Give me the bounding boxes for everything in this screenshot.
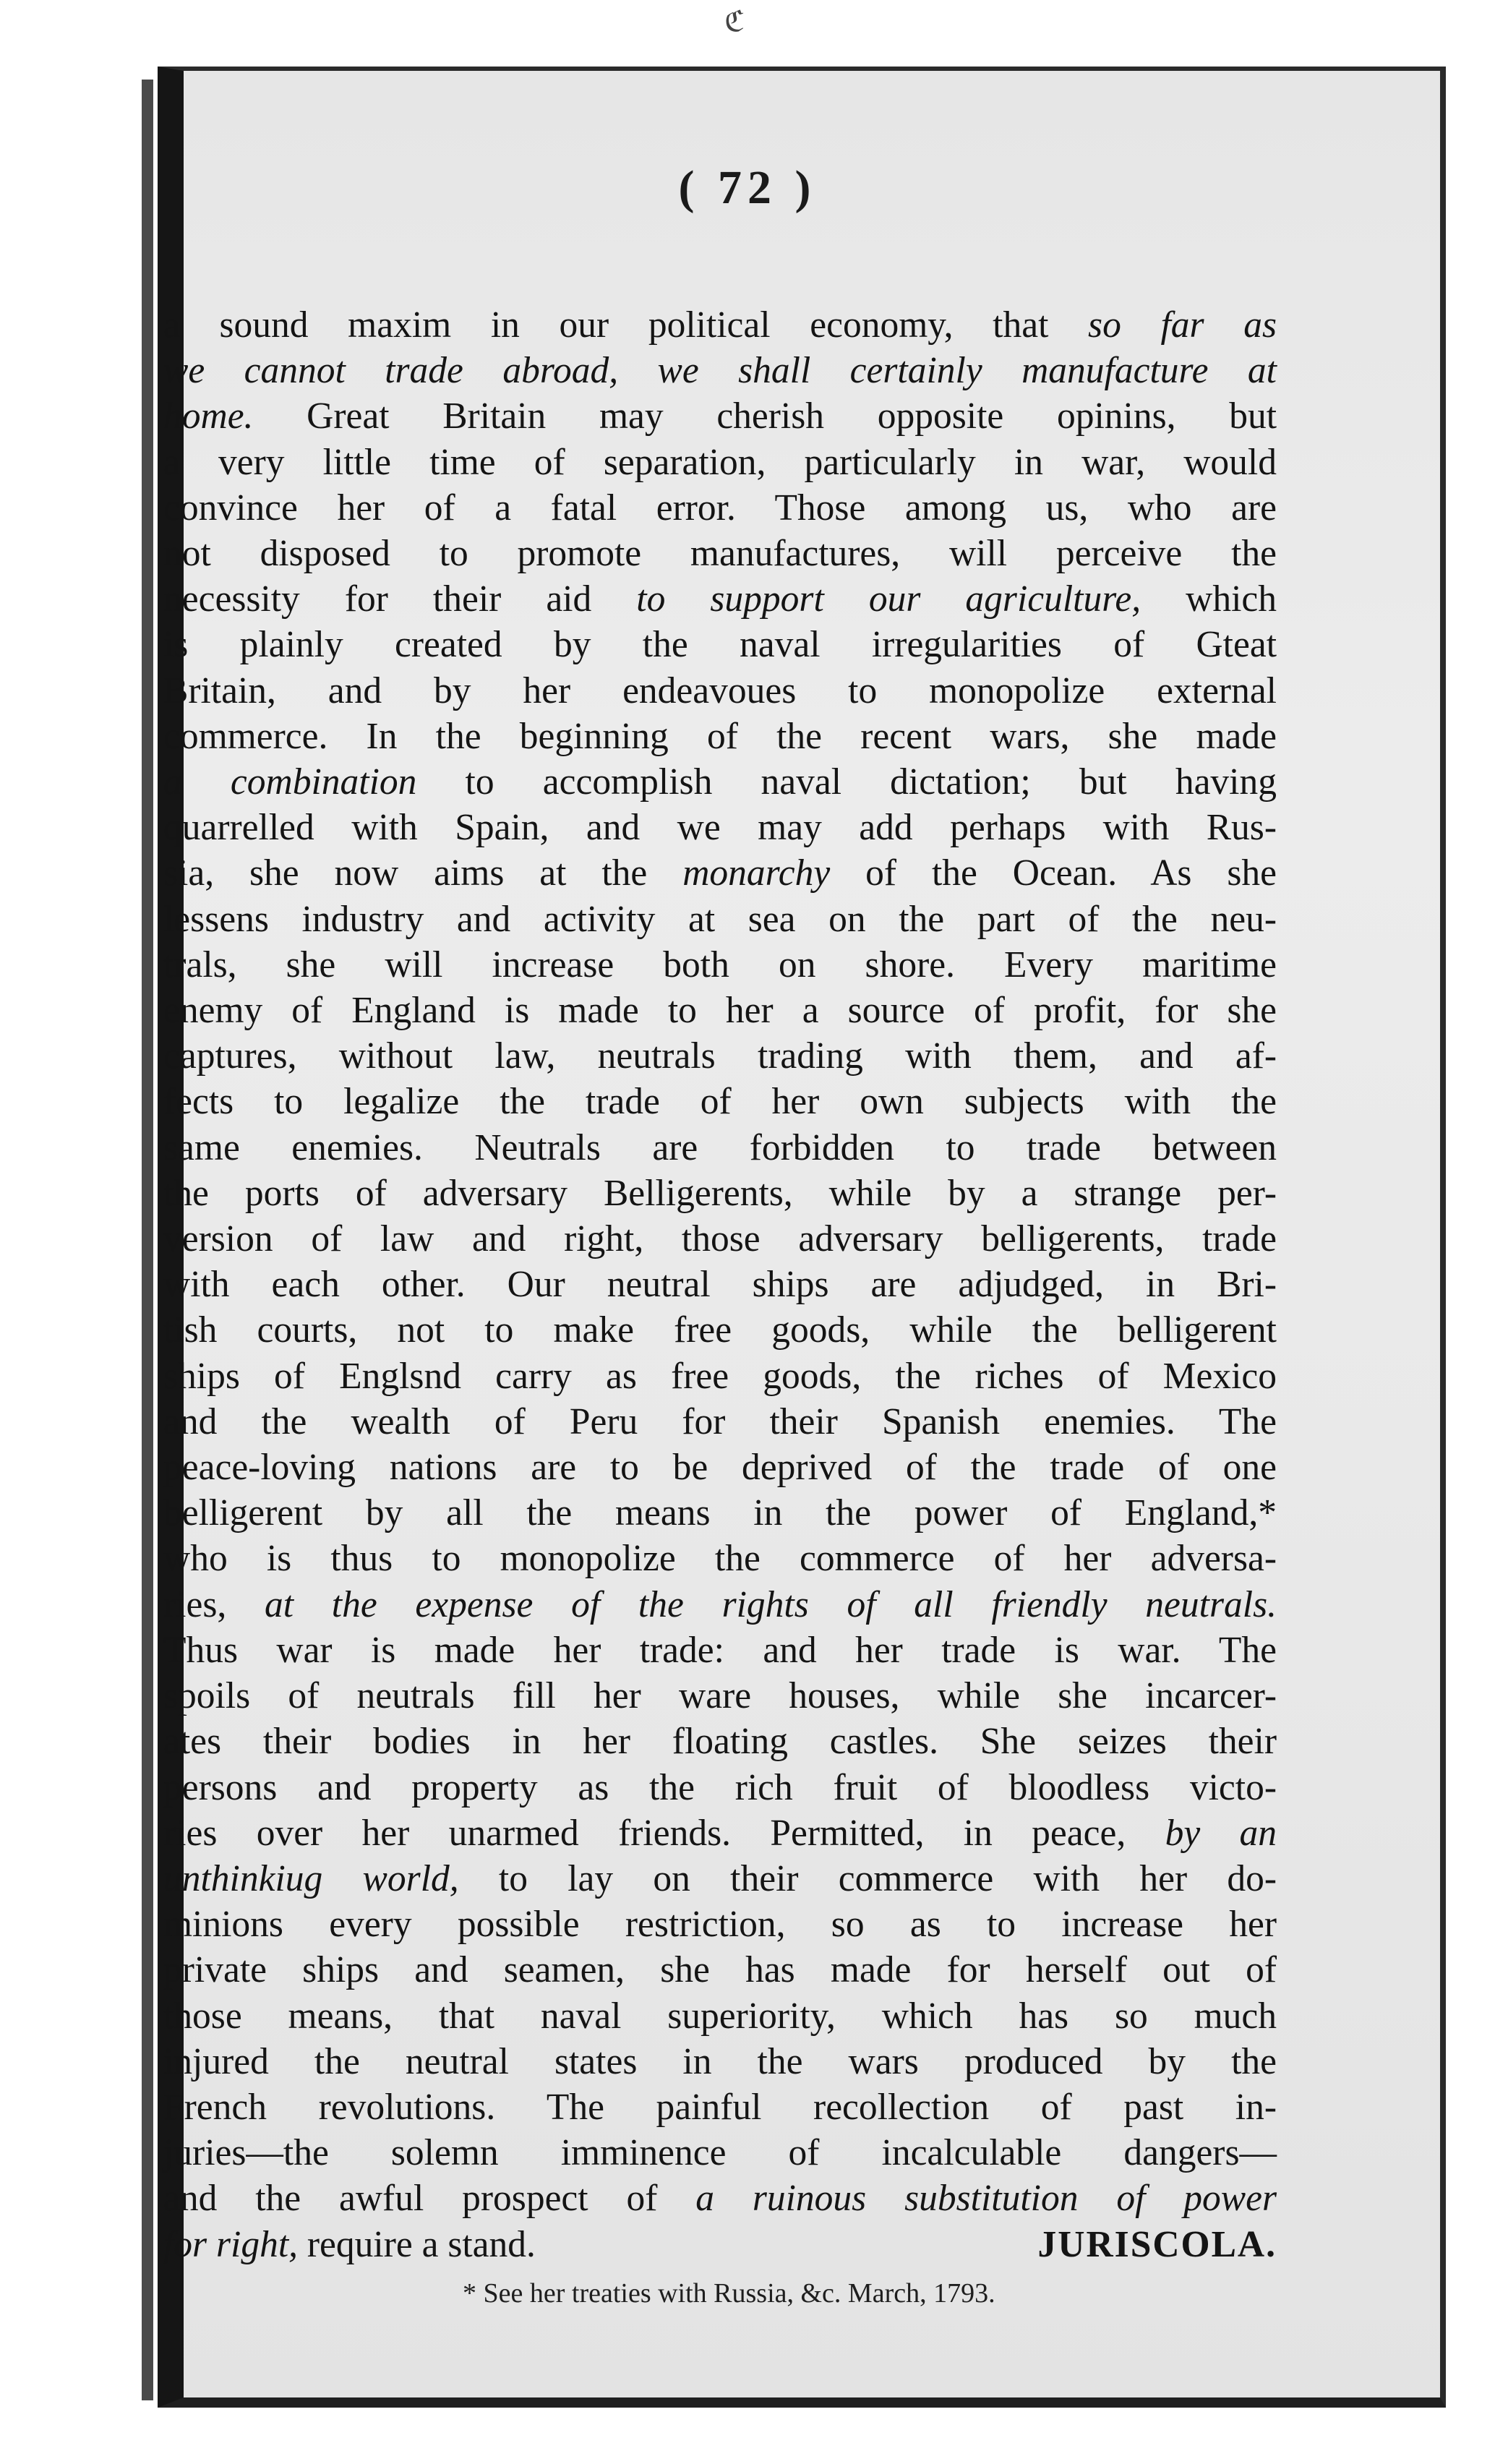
text-line bbox=[163, 1216, 1277, 1262]
text-line bbox=[163, 988, 1277, 1033]
text-span: peace-loving nations are to be deprived of the trade of one bbox=[163, 1447, 1277, 1489]
text-span: tish courts, not to make free goods, while the belligerent bbox=[163, 1309, 1277, 1351]
italic-span: monarchy bbox=[682, 852, 831, 894]
text-span: Britain, and by her endeavoues to monopolize external bbox=[163, 670, 1277, 711]
italic-span: for right, bbox=[163, 2223, 299, 2265]
page-number: ( 72 ) bbox=[678, 161, 817, 214]
text-span: require a stand. bbox=[298, 2223, 536, 2265]
text-span: to accomplish naval dictation; but having bbox=[416, 761, 1277, 803]
text-line bbox=[163, 576, 1277, 622]
text-span: ries over her unarmed friends. Permitted, in peace, bbox=[163, 1812, 1165, 1854]
text-line bbox=[163, 1902, 1277, 1947]
text-span: minions every possible restriction, so as to increase her bbox=[163, 1904, 1277, 1946]
text-span: belligerent by all the means in the power of England,* bbox=[163, 1492, 1277, 1534]
text-line bbox=[163, 1993, 1277, 2039]
text-span: French revolutions. The painful recollection of past in- bbox=[163, 2086, 1277, 2128]
text-line bbox=[163, 2176, 1277, 2221]
text-span: version of law and right, those adversary belligerents, trade bbox=[163, 1218, 1277, 1260]
text-span: is plainly created by the naval irregularities of Gteat bbox=[163, 624, 1277, 666]
text-line bbox=[163, 1810, 1277, 1856]
text-line bbox=[163, 440, 1277, 485]
italic-span: at the expense of the rights of all friendly neutrals. bbox=[264, 1583, 1277, 1625]
text-line bbox=[163, 1171, 1277, 1216]
text-line bbox=[163, 1307, 1277, 1353]
text-span: fects to legalize the trade of her own subjects with the bbox=[163, 1081, 1277, 1123]
text-span: a very little time of separation, particularly in war, would bbox=[163, 441, 1277, 483]
text-span: the ports of adversary Belligerents, while by a strange per- bbox=[163, 1172, 1277, 1214]
text-span: enemy of England is made to her a source of profit, for she bbox=[163, 990, 1277, 1032]
text-line bbox=[163, 714, 1277, 759]
text-line bbox=[163, 1033, 1277, 1079]
text-span: captures, without law, neutrals trading with them, and af- bbox=[163, 1035, 1277, 1077]
footnote: * See her treaties with Russia, &c. March, 1793. bbox=[463, 2278, 995, 2309]
text-span: Thus war is made her trade: and her trade is war. The bbox=[163, 1629, 1277, 1671]
text-span: commerce. In the beginning of the recent wars, she made bbox=[163, 715, 1277, 757]
text-span: lessens industry and activity at sea on the part of the neu- bbox=[163, 898, 1277, 940]
text-line bbox=[163, 622, 1277, 667]
text-span: ates their bodies in her floating castles. She seizes their bbox=[163, 1721, 1277, 1763]
text-span: and the awful prospect of bbox=[163, 2178, 696, 2220]
text-line bbox=[163, 302, 1277, 348]
text-line bbox=[163, 2039, 1277, 2084]
text-span: to lay on their commerce with her do- bbox=[458, 1857, 1277, 1899]
italic-span: by an bbox=[1165, 1812, 1277, 1854]
text-span: trals, she will increase both on shore. Every maritime bbox=[163, 944, 1277, 985]
text-line bbox=[163, 668, 1277, 714]
text-span: persons and property as the rich fruit of bloodless victo- bbox=[163, 1766, 1277, 1808]
text-span: spoils of neutrals fill her ware houses, while she incarcer- bbox=[163, 1675, 1277, 1717]
text-span: ships of Englsnd carry as free goods, the riches of Mexico bbox=[163, 1355, 1277, 1397]
text-line bbox=[163, 531, 1277, 576]
text-line bbox=[163, 805, 1277, 850]
italic-span: unthinkiug world, bbox=[163, 1857, 459, 1899]
text-line bbox=[163, 1445, 1277, 1490]
text-span: same enemies. Neutrals are forbidden to trade between bbox=[163, 1126, 1277, 1168]
text-line bbox=[163, 2130, 1277, 2176]
text-span: sia, she now aims at the bbox=[163, 852, 683, 894]
italic-span: to support our agriculture, bbox=[636, 578, 1141, 620]
text-span: injured the neutral states in the wars produced by the bbox=[163, 2040, 1277, 2082]
text-line bbox=[163, 1399, 1277, 1445]
text-line bbox=[163, 1765, 1277, 1810]
text-line bbox=[163, 348, 1277, 393]
text-span: Great Britain may cherish opposite opinins, but bbox=[253, 395, 1277, 437]
text-span: and the wealth of Peru for their Spanish enemies. The bbox=[163, 1400, 1277, 1442]
text-span: quarrelled with Spain, and we may add perhaps with Rus- bbox=[163, 807, 1277, 849]
text-span: juries—the solemn imminence of incalculable dangers— bbox=[163, 2132, 1277, 2174]
text-line bbox=[163, 1079, 1277, 1124]
text-line bbox=[163, 942, 1277, 988]
italic-span: home. bbox=[163, 395, 254, 437]
text-span: who is thus to monopolize the commerce of her adversa- bbox=[163, 1538, 1277, 1580]
text-line bbox=[163, 1673, 1277, 1719]
italic-span: a combination bbox=[163, 761, 417, 803]
text-line bbox=[163, 1582, 1277, 1627]
text-span: not disposed to promote manufactures, will perceive the bbox=[163, 533, 1277, 575]
text-span: of the Ocean. As she bbox=[830, 852, 1277, 894]
text-span: which bbox=[1141, 578, 1277, 620]
text-span: private ships and seamen, she has made for herself out of bbox=[163, 1949, 1277, 1991]
body-text bbox=[163, 302, 1277, 2267]
text-line bbox=[163, 393, 1277, 439]
text-line bbox=[163, 1262, 1277, 1307]
text-span: ries, bbox=[163, 1583, 265, 1625]
text-line bbox=[163, 759, 1277, 805]
italic-span: a ruinous substitution of power bbox=[695, 2178, 1277, 2220]
text-line bbox=[163, 1947, 1277, 1993]
text-line bbox=[163, 850, 1277, 896]
book-spine bbox=[142, 80, 153, 2400]
scan-mark: ℭ bbox=[724, 5, 745, 38]
text-span: necessity for their aid bbox=[163, 578, 637, 620]
text-line bbox=[163, 2084, 1277, 2130]
text-span: convince her of a fatal error. Those among us, who are bbox=[163, 487, 1277, 529]
text-line bbox=[163, 1856, 1277, 1902]
text-line bbox=[163, 1627, 1277, 1673]
italic-span: we cannot trade abroad, we shall certainly manufacture at bbox=[163, 350, 1277, 392]
signature: JURISCOLA. bbox=[1037, 2223, 1277, 2265]
text-line bbox=[163, 1125, 1277, 1171]
text-span: a sound maxim in our political economy, that bbox=[163, 304, 1089, 346]
text-line bbox=[163, 1353, 1277, 1399]
text-line bbox=[163, 1719, 1277, 1764]
text-line-last bbox=[163, 2222, 1277, 2267]
text-span: with each other. Our neutral ships are adjudged, in Bri- bbox=[163, 1264, 1277, 1306]
text-line bbox=[163, 485, 1277, 531]
italic-span: so far as bbox=[1088, 304, 1277, 346]
text-span: those means, that naval superiority, which has so much bbox=[163, 1995, 1277, 2037]
text-line bbox=[163, 897, 1277, 942]
text-line bbox=[163, 1490, 1277, 1536]
text-line bbox=[163, 1536, 1277, 1581]
